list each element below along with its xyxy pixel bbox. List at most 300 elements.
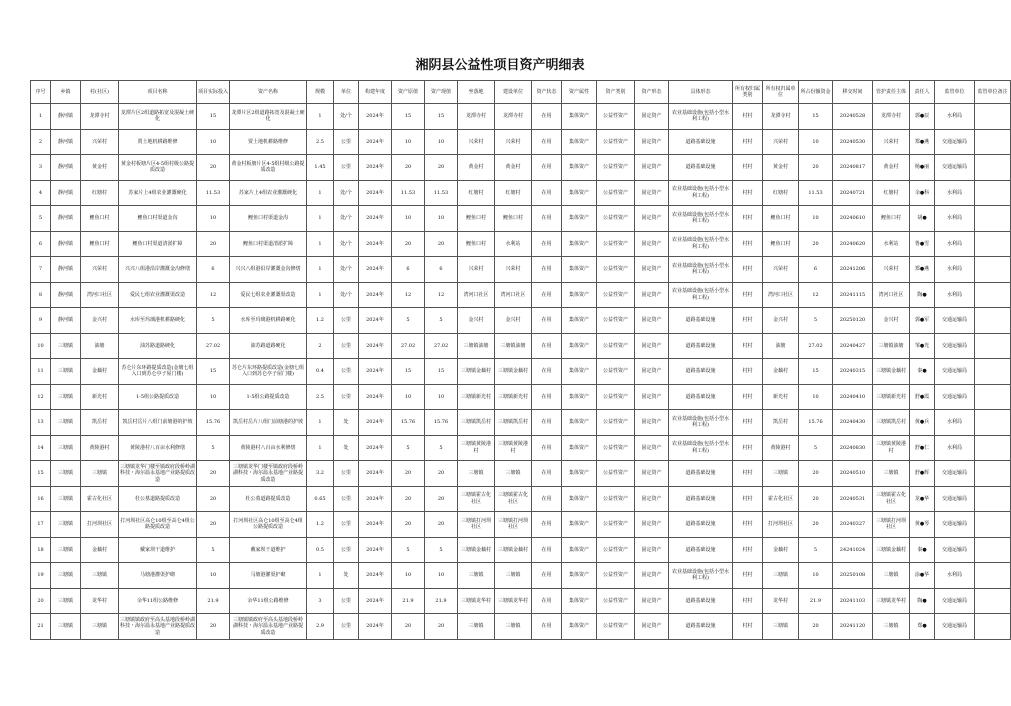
table-cell: 在用: [532, 180, 562, 206]
table-cell: 固定资产: [635, 461, 669, 487]
column-header: 资产形态: [635, 81, 669, 104]
table-cell: 1.45: [307, 155, 334, 181]
table-cell: 20: [392, 231, 425, 257]
table-cell: 黄金村: [81, 155, 119, 181]
table-cell: 湾河口社区: [81, 282, 119, 308]
table-cell: 2024年: [359, 435, 392, 461]
table-cell: [975, 410, 1011, 436]
table-cell: 1: [307, 563, 334, 589]
table-cell: [975, 155, 1011, 181]
table-cell: 金兴村: [873, 308, 910, 334]
table-cell: 处/个: [334, 180, 359, 206]
table-cell: 郑●: [910, 614, 935, 640]
table-cell: 15.76: [425, 410, 458, 436]
table-cell: 杜公墓道路提质改造: [119, 486, 197, 512]
table-cell: 三塘镇黄陵港村: [458, 435, 495, 461]
table-cell: 20: [197, 512, 230, 538]
table-cell: 苏仑片东环路提质改造(金塘七组入口到苏仑亭子屋门楼): [230, 359, 307, 385]
table-cell: 集体资产: [562, 384, 597, 410]
table-cell: 5: [392, 308, 425, 334]
table-cell: 杨●丽: [910, 155, 935, 181]
table-cell: 20240510: [833, 461, 873, 487]
table-cell: 固定资产: [635, 129, 669, 155]
table-cell: 凯岳村: [763, 410, 799, 436]
table-cell: 兴荣村: [458, 129, 495, 155]
table-cell: 5: [392, 435, 425, 461]
table-cell: 公益性资产: [597, 257, 635, 283]
table-cell: 1-5组公路提质改造: [119, 384, 197, 410]
table-cell: 三塘镇打河坝社区: [458, 512, 495, 538]
table-cell: [975, 486, 1011, 512]
table-cell: [975, 537, 1011, 563]
column-header: 资产名称: [230, 81, 307, 104]
table-cell: 陶●: [910, 282, 935, 308]
table-cell: 5: [425, 537, 458, 563]
table-cell: 龙潭片区2组道路拓宽及混凝土硬化: [119, 104, 197, 130]
table-cell: 21.9: [799, 588, 833, 614]
table-cell: 集体资产: [562, 435, 597, 461]
table-cell: 5: [799, 435, 833, 461]
table-cell: 3: [31, 155, 51, 181]
table-cell: 静河镇: [51, 206, 81, 232]
table-cell: 17: [31, 512, 51, 538]
table-row: [31, 333, 1011, 359]
table-row: [31, 359, 1011, 385]
table-cell: 处: [334, 410, 359, 436]
table-cell: [975, 588, 1011, 614]
table-cell: 农业基础设施(包括小型水利工程): [669, 410, 733, 436]
table-cell: 处/个: [334, 104, 359, 130]
table-cell: 公益性资产: [597, 333, 635, 359]
table-cell: 三塘镇镇政府至高头基地段桥岭湖科技・海尔温永基地产业路提质改造: [230, 614, 307, 640]
table-cell: [975, 384, 1011, 410]
table-cell: 固定资产: [635, 333, 669, 359]
table-cell: 19: [31, 563, 51, 589]
table-cell: 15: [392, 359, 425, 385]
table-cell: 10: [197, 206, 230, 232]
table-cell: 村村: [733, 410, 763, 436]
table-cell: 三塘镇: [51, 614, 81, 640]
table-cell: 在用: [532, 155, 562, 181]
table-cell: 金兴村: [458, 308, 495, 334]
table-cell: 三塘镇金藕村: [873, 537, 910, 563]
table-cell: 三塘镇: [873, 563, 910, 589]
column-header: 所有权归属类别: [733, 81, 763, 104]
table-cell: 道路基础设施: [669, 537, 733, 563]
table-cell: 10: [799, 129, 833, 155]
table-cell: 湾河口社区: [495, 282, 532, 308]
table-cell: 三塘镇新光村: [873, 384, 910, 410]
table-cell: 余●科: [910, 180, 935, 206]
column-header: 村(社区): [81, 81, 119, 104]
table-cell: 马塘港灌渠护砌: [230, 563, 307, 589]
table-cell: 村村: [733, 155, 763, 181]
table-cell: 三塘镇: [81, 563, 119, 589]
table-cell: 5: [197, 435, 230, 461]
table-cell: 3: [307, 588, 334, 614]
table-cell: 黄金村: [458, 155, 495, 181]
table-cell: 龙●华: [910, 486, 935, 512]
table-cell: 涂●华: [910, 563, 935, 589]
table-cell: 郑●燕: [910, 129, 935, 155]
table-cell: 集体资产: [562, 308, 597, 334]
table-cell: 固定资产: [635, 410, 669, 436]
table-cell: 红塘村: [495, 180, 532, 206]
table-cell: 固定资产: [635, 206, 669, 232]
table-cell: 0.5: [307, 537, 334, 563]
table-cell: 村村: [733, 614, 763, 640]
table-cell: 在用: [532, 410, 562, 436]
table-cell: 20: [425, 512, 458, 538]
table-cell: 凯岳村岳片八组门前塘港的护坡: [119, 410, 197, 436]
table-cell: 交通运输局: [935, 461, 975, 487]
column-header: 乡镇: [51, 81, 81, 104]
table-cell: 在用: [532, 257, 562, 283]
table-cell: 郭●辰: [910, 104, 935, 130]
table-cell: 三塘镇打河坝社区: [873, 512, 910, 538]
table-cell: 三塘镇: [873, 461, 910, 487]
table-cell: 固定资产: [635, 486, 669, 512]
table-cell: 10: [392, 206, 425, 232]
table-cell: 7: [31, 257, 51, 283]
table-cell: 集体资产: [562, 410, 597, 436]
table-cell: 20: [799, 155, 833, 181]
table-cell: 20: [425, 155, 458, 181]
table-cell: 鲁●雪: [910, 231, 935, 257]
table-cell: 杜公墓道路提质改造: [230, 486, 307, 512]
table-cell: 15: [425, 104, 458, 130]
table-cell: 三塘镇: [51, 384, 81, 410]
table-cell: 贾土地机耕路维修: [230, 129, 307, 155]
table-cell: 水利局: [935, 104, 975, 130]
table-cell: 交通运输局: [935, 384, 975, 410]
table-cell: 黄陵港村八百亩水利修缮: [119, 435, 197, 461]
table-cell: 邹●光: [910, 333, 935, 359]
table-cell: 20241103: [833, 588, 873, 614]
table-cell: 0.4: [307, 359, 334, 385]
table-cell: 交通运输局: [935, 588, 975, 614]
table-cell: 固定资产: [635, 435, 669, 461]
table-cell: 黄金村: [873, 155, 910, 181]
table-cell: 20: [425, 486, 458, 512]
table-cell: 集体资产: [562, 537, 597, 563]
table-cell: 11.53: [425, 180, 458, 206]
table-cell: 20240830: [833, 435, 873, 461]
table-cell: 公益性资产: [597, 129, 635, 155]
table-cell: 打河坝社区高仑10组至高仑4组公路提质改造: [230, 512, 307, 538]
table-cell: 打河坝社区: [763, 512, 799, 538]
table-cell: 12: [425, 282, 458, 308]
table-cell: 鲤鱼口村渠道金沟: [119, 206, 197, 232]
table-cell: 9: [31, 308, 51, 334]
table-cell: 20240817: [833, 155, 873, 181]
table-cell: 在用: [532, 206, 562, 232]
table-cell: 公里: [334, 512, 359, 538]
table-cell: 水利站: [495, 231, 532, 257]
table-cell: 在用: [532, 282, 562, 308]
table-cell: 20240620: [833, 231, 873, 257]
table-cell: 10: [799, 384, 833, 410]
table-cell: 龙潭寺村: [873, 104, 910, 130]
table-cell: 1: [307, 104, 334, 130]
table-cell: 集体资产: [562, 563, 597, 589]
column-header: 建设单位: [495, 81, 532, 104]
table-cell: 集体资产: [562, 588, 597, 614]
table-cell: 6: [197, 257, 230, 283]
table-cell: 在用: [532, 486, 562, 512]
table-cell: 16: [31, 486, 51, 512]
table-cell: 红塘村: [81, 180, 119, 206]
table-cell: 公益性资产: [597, 282, 635, 308]
table-cell: 6: [799, 257, 833, 283]
table-cell: 村村: [733, 486, 763, 512]
column-header: 管护责任主体: [873, 81, 910, 104]
table-cell: 27.02: [392, 333, 425, 359]
table-row: [31, 614, 1011, 640]
table-header-row: [31, 81, 1011, 104]
table-cell: 静河镇: [51, 257, 81, 283]
table-cell: 20241206: [833, 257, 873, 283]
table-cell: 湾河口社区: [873, 282, 910, 308]
column-header: 资产属性: [562, 81, 597, 104]
table-cell: 三塘镇: [81, 461, 119, 487]
table-cell: 10: [31, 333, 51, 359]
table-cell: 兴荣村: [873, 257, 910, 283]
table-cell: 龙潭寺村: [495, 104, 532, 130]
table-row: [31, 486, 1011, 512]
table-cell: 20240530: [833, 129, 873, 155]
table-cell: 公益性资产: [597, 614, 635, 640]
table-row: [31, 461, 1011, 487]
table-cell: 三塘镇新光村: [495, 384, 532, 410]
table-cell: 舒●辉: [910, 461, 935, 487]
table-cell: 农业基础设施(包括小型水利工程): [669, 206, 733, 232]
column-header: 所有权归属单位: [763, 81, 799, 104]
table-cell: 20: [392, 614, 425, 640]
table-cell: 20: [197, 486, 230, 512]
table-cell: [975, 435, 1011, 461]
table-cell: 10: [392, 129, 425, 155]
table-cell: 固定资产: [635, 512, 669, 538]
table-cell: 道路基础设施: [669, 308, 733, 334]
table-cell: 公里: [334, 486, 359, 512]
table-cell: [975, 206, 1011, 232]
table-cell: 20: [392, 486, 425, 512]
table-cell: 20: [197, 231, 230, 257]
table-cell: 道路基础设施: [669, 461, 733, 487]
table-cell: 三塘镇: [51, 359, 81, 385]
table-cell: 金藕村: [763, 359, 799, 385]
table-cell: 三塘镇凯岳村: [495, 410, 532, 436]
table-cell: 郑●燕: [910, 257, 935, 283]
column-header: 资产现值: [425, 81, 458, 104]
table-cell: 红塘村: [763, 180, 799, 206]
table-cell: 三塘镇: [495, 614, 532, 640]
table-cell: 公益性资产: [597, 486, 635, 512]
table-row: [31, 588, 1011, 614]
table-cell: [975, 129, 1011, 155]
table-cell: 农业基础设施(包括小型水利工程): [669, 435, 733, 461]
table-cell: 黄金村板塘片区4-5组村级公路提质改造: [230, 155, 307, 181]
table-cell: 水利局: [935, 282, 975, 308]
table-cell: 农业基础设施(包括小型水利工程): [669, 257, 733, 283]
table-cell: 10: [425, 206, 458, 232]
table-cell: 2024年: [359, 563, 392, 589]
table-cell: 贾土地机耕路维修: [119, 129, 197, 155]
table-cell: 打河坝社区: [81, 512, 119, 538]
table-cell: 三塘镇: [51, 461, 81, 487]
table-cell: 15: [392, 104, 425, 130]
column-header: 资产原值: [392, 81, 425, 104]
table-cell: 村村: [733, 333, 763, 359]
column-header: 坐落地: [458, 81, 495, 104]
table-cell: 水利局: [935, 563, 975, 589]
table-cell: 20240721: [833, 180, 873, 206]
table-cell: 三塘镇: [763, 614, 799, 640]
table-cell: 公益性资产: [597, 410, 635, 436]
table-cell: 固定资产: [635, 563, 669, 589]
table-cell: 20240327: [833, 512, 873, 538]
asset-table: [30, 80, 1011, 640]
table-cell: 黄陵港村: [763, 435, 799, 461]
table-cell: 2024年: [359, 104, 392, 130]
table-cell: 20: [799, 614, 833, 640]
table-cell: 2024年: [359, 512, 392, 538]
table-row: [31, 410, 1011, 436]
table-cell: 鲤鱼口村: [81, 206, 119, 232]
table-cell: 农业基础设施(包括小型水利工程): [669, 563, 733, 589]
table-cell: 村村: [733, 180, 763, 206]
table-cell: 公益性资产: [597, 537, 635, 563]
table-cell: 龙华村: [81, 588, 119, 614]
table-cell: 固定资产: [635, 257, 669, 283]
table-cell: 15: [31, 461, 51, 487]
table-cell: 14: [31, 435, 51, 461]
table-cell: 公里: [334, 537, 359, 563]
table-cell: [975, 231, 1011, 257]
table-cell: 黄陵港村八百亩水利修缮: [230, 435, 307, 461]
table-cell: 2024年: [359, 588, 392, 614]
table-cell: 村村: [733, 435, 763, 461]
table-cell: 公益性资产: [597, 359, 635, 385]
table-cell: 黄金村: [495, 155, 532, 181]
table-cell: 2024年: [359, 359, 392, 385]
table-cell: 在用: [532, 384, 562, 410]
table-cell: 2024年: [359, 206, 392, 232]
table-cell: 2024年: [359, 257, 392, 283]
table-cell: 霍古化社区: [763, 486, 799, 512]
table-cell: 固定资产: [635, 231, 669, 257]
table-cell: 1: [307, 410, 334, 436]
table-cell: 马塘港灌渠护砌: [119, 563, 197, 589]
table-cell: 道路基础设施: [669, 614, 733, 640]
table-cell: 集体资产: [562, 333, 597, 359]
table-cell: 20241120: [833, 614, 873, 640]
table-cell: 三塘镇: [763, 461, 799, 487]
table-cell: 舒●霞: [910, 384, 935, 410]
table-cell: 戴家坝干道维护: [119, 537, 197, 563]
table-cell: 15: [799, 359, 833, 385]
table-cell: 兴荣村: [458, 257, 495, 283]
table-cell: 固定资产: [635, 614, 669, 640]
table-cell: 公益性资产: [597, 104, 635, 130]
table-row: [31, 563, 1011, 589]
column-header: 项目名称: [119, 81, 197, 104]
table-cell: 舒●仁: [910, 435, 935, 461]
table-cell: 在用: [532, 129, 562, 155]
table-cell: 在用: [532, 614, 562, 640]
table-cell: 2024年: [359, 537, 392, 563]
table-cell: 15.76: [197, 410, 230, 436]
table-cell: 三塘镇凯岳村: [458, 410, 495, 436]
table-cell: 公里: [334, 588, 359, 614]
table-cell: [975, 308, 1011, 334]
table-cell: 公益性资产: [597, 308, 635, 334]
table-cell: [975, 512, 1011, 538]
column-header: 单位: [334, 81, 359, 104]
table-cell: 龙潭寺村: [81, 104, 119, 130]
table-cell: 4: [31, 180, 51, 206]
table-cell: 凯岳村: [81, 410, 119, 436]
table-cell: 苏仑片东环路提质改造(金塘七组入口到苏仑亭子屋门楼): [119, 359, 197, 385]
table-cell: 公益性资产: [597, 384, 635, 410]
table-cell: 陶●: [910, 588, 935, 614]
column-header: 具体形态: [669, 81, 733, 104]
table-cell: 2024年: [359, 231, 392, 257]
table-cell: 村村: [733, 129, 763, 155]
table-cell: 道路基础设施: [669, 486, 733, 512]
table-cell: 集体资产: [562, 512, 597, 538]
table-cell: 处: [334, 435, 359, 461]
table-cell: 公益性资产: [597, 206, 635, 232]
table-cell: 交通运输局: [935, 333, 975, 359]
table-cell: 湾河口社区: [458, 282, 495, 308]
table-cell: 三塘镇: [81, 614, 119, 640]
table-cell: 1.2: [307, 308, 334, 334]
table-cell: 5: [425, 435, 458, 461]
column-header: 监管单位: [935, 81, 975, 104]
table-cell: 15: [197, 104, 230, 130]
table-cell: 静河镇: [51, 282, 81, 308]
table-cell: 处/个: [334, 231, 359, 257]
table-cell: 村村: [733, 104, 763, 130]
table-cell: 油苏路道路硬化: [119, 333, 197, 359]
table-cell: 3.2: [307, 461, 334, 487]
table-cell: 交通运输局: [935, 537, 975, 563]
table-cell: 在用: [532, 359, 562, 385]
table-cell: 水库至玛璃港机耕路硬化: [119, 308, 197, 334]
table-cell: 兴兴八组港沿岸灌溉金沟修缮: [119, 257, 197, 283]
table-cell: 兴兴八组港沿岸灌溉金沟修缮: [230, 257, 307, 283]
table-cell: 交通运输局: [935, 359, 975, 385]
table-cell: 20: [31, 588, 51, 614]
table-cell: 5: [392, 537, 425, 563]
table-cell: 鲤鱼口村渠道清淤扩障: [230, 231, 307, 257]
table-cell: 处/个: [334, 206, 359, 232]
table-cell: 静河镇: [51, 129, 81, 155]
table-cell: 金兴村: [81, 308, 119, 334]
table-row: [31, 537, 1011, 563]
table-cell: 21.9: [392, 588, 425, 614]
table-cell: 凯岳村岳片八组门前塘港的护坡: [230, 410, 307, 436]
table-cell: 三塘镇: [51, 410, 81, 436]
table-cell: 集体资产: [562, 614, 597, 640]
table-cell: 鲤鱼口村渠道金沟: [230, 206, 307, 232]
column-header: 序号: [31, 81, 51, 104]
table-cell: 集体资产: [562, 486, 597, 512]
table-cell: 秦●: [910, 359, 935, 385]
column-header: 构建年度: [359, 81, 392, 104]
